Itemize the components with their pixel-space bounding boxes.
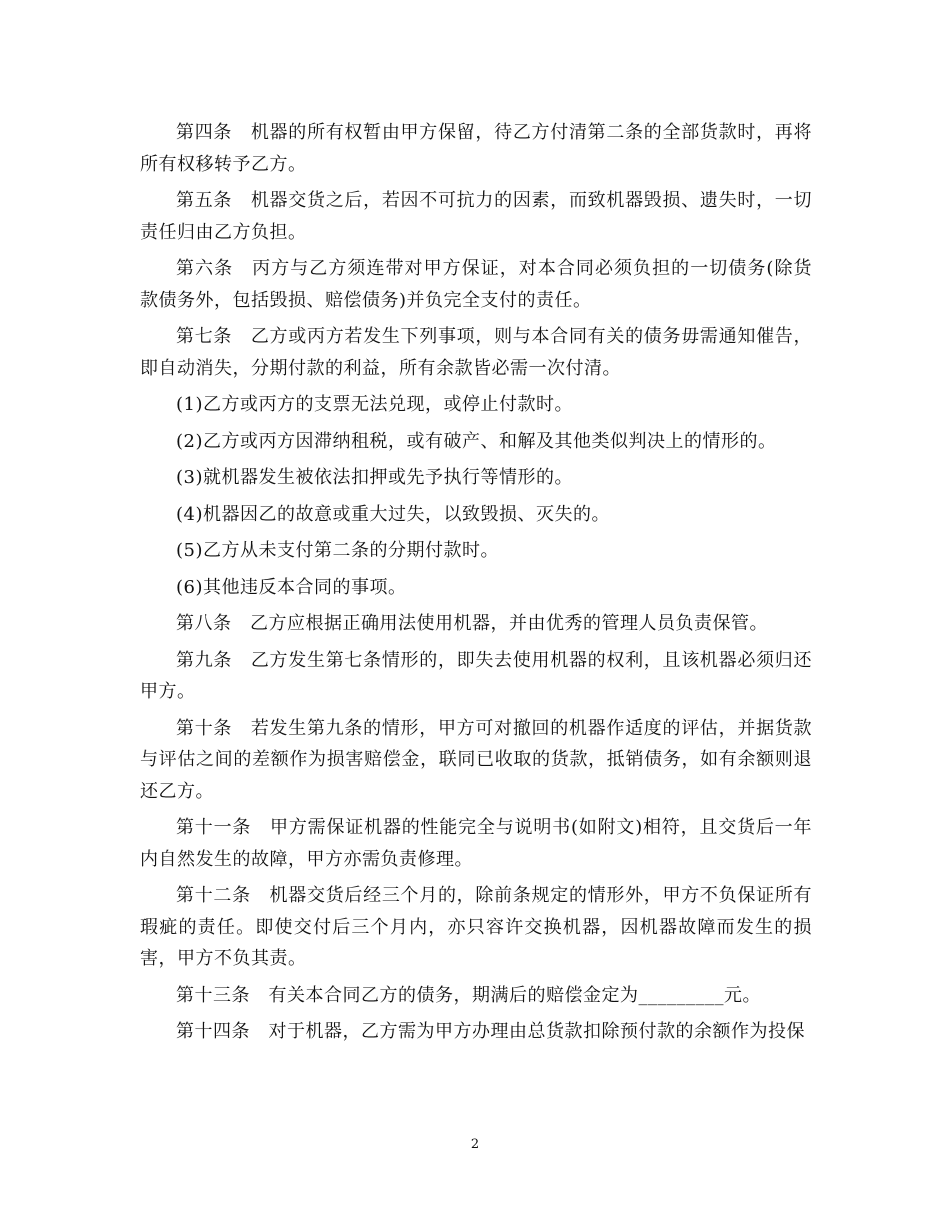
clause-7-item-5: (5)乙方从未支付第二条的分期付款时。 [176, 540, 499, 561]
clause-8: 第八条 乙方应根据正确用法使用机器，并由优秀的管理人员负责保管。 [176, 613, 768, 634]
clause-7-item-1: (1)乙方或丙方的支票无法兑现，或停止付款时。 [176, 394, 573, 415]
clause-4: 第四条 机器的所有权暂由甲方保留，待乙方付清第二条的全部货款时，再将所有权移转予乙方。 [140, 122, 812, 175]
clause-7: 第七条 乙方或丙方若发生下列事项，则与本合同有关的债务毋需通知催告，即自动消失，分期付款的利益，所有余款皆必需一次付清。 [140, 326, 812, 379]
clause-11: 第十一条 甲方需保证机器的性能完全与说明书(如附文)相符，且交货后一年内自然发生的故障，甲方亦需负责修理。 [140, 817, 812, 870]
document-body [140, 117, 812, 1053]
page-number: 2 [470, 1137, 480, 1152]
clause-9: 第九条 乙方发生第七条情形的，即失去使用机器的权利，且该机器必须归还甲方。 [140, 649, 812, 702]
clause-7-item-4: (4)机器因乙的故意或重大过失，以致毁损、灭失的。 [176, 503, 610, 525]
clause-6: 第六条 丙方与乙方须连带对甲方保证，对本合同必须负担的一切债务(除货款债务外，包括毁损、赔偿债务)并负完全支付的责任。 [140, 258, 812, 311]
clause-14: 第十四条 对于机器，乙方需为甲方办理由总货款扣除预付款的余额作为投保 [176, 1021, 805, 1042]
clause-7-item-3: (3)就机器发生被依法扣押或先予执行等情形的。 [176, 467, 573, 488]
clause-7-item-2: (2)乙方或丙方因滞纳租税，或有破产、和解及其他类似判决上的情形的。 [176, 430, 777, 452]
clause-5: 第五条 机器交货之后，若因不可抗力的因素，而致机器毁损、遗失时，一切责任归由乙方负担。 [140, 190, 812, 243]
clause-7-item-6: (6)其他违反本合同的事项。 [176, 576, 407, 598]
clause-10: 第十条 若发生第九条的情形，甲方可对撤回的机器作适度的评估，并据货款与评估之间的差额作为损害赔偿金，联同已收取的货款，抵销债务，如有余额则退还乙方。 [140, 717, 812, 802]
clause-13: 第十三条 有关本合同乙方的债务，期满后的赔偿金定为_________元。 [176, 984, 761, 1006]
clause-12: 第十二条 机器交货后经三个月的，除前条规定的情形外，甲方不负保证所有瑕疵的责任。即使交付后三个月内，亦只容许交换机器，因机器故障而发生的损害，甲方不负其责。 [140, 885, 812, 969]
